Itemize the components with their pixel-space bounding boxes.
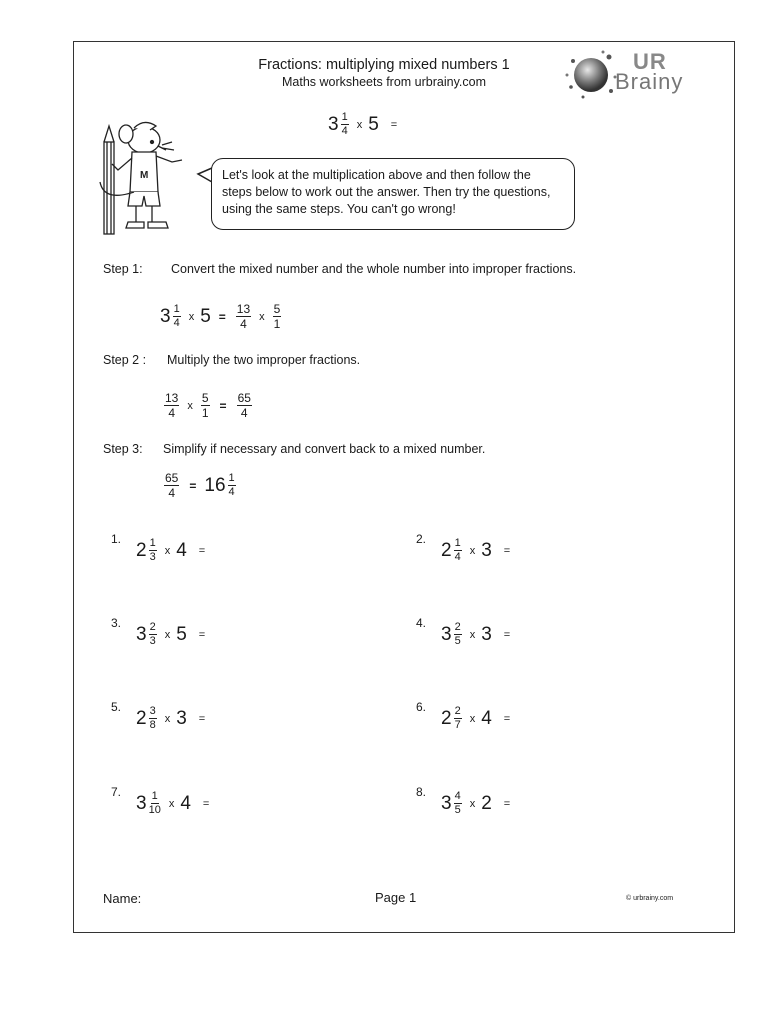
question-3-number: 3.: [111, 616, 122, 630]
step1-text: Convert the mixed number and the whole number into improper fractions.: [171, 262, 577, 276]
question-8: 3 $\frac{4}{5}$ x 2 =: [441, 790, 511, 816]
question-4-number: 4.: [416, 616, 427, 630]
example-fraction: $\frac{1}{4}$: [341, 111, 348, 137]
question-6-number: 6.: [416, 700, 427, 714]
question-2: 2 $\frac{1}{4}$ x 3 =: [441, 537, 511, 563]
question-2-number: 2.: [416, 532, 427, 546]
question-4: 3 $\frac{2}{5}$ x 3 =: [441, 621, 511, 647]
times-sign: x: [356, 118, 363, 131]
equals-sign: =: [390, 118, 398, 131]
logo-text-brainy: Brainy: [615, 69, 684, 94]
question-7-number: 7.: [111, 785, 122, 799]
worksheet-subtitle: Maths worksheets from urbrainy.com: [282, 75, 486, 89]
question-5: 2 $\frac{3}{8}$ x 3 =: [136, 705, 206, 731]
step2-label: Step 2 :: [103, 353, 147, 367]
step3-label: Step 3:: [103, 442, 143, 456]
step1-expression: 3 $\frac{1}{4}$ x 5 = $\frac{13}{4}$ x $\frac{5}{1}$: [160, 302, 281, 331]
step2-expression: $\frac{13}{4}$ x $\frac{5}{1}$ = $\frac{65}{4}$: [165, 391, 251, 420]
example-expression: [328, 112, 403, 137]
question-6: 2 $\frac{2}{7}$ x 4 =: [441, 705, 511, 731]
example-multiplier: 5: [368, 113, 379, 135]
step1-label: Step 1:: [103, 262, 143, 276]
question-3: 3 $\frac{2}{3}$ x 5 =: [136, 621, 206, 647]
copyright: © urbrainy.com: [626, 895, 674, 902]
worksheet-title: Fractions: multiplying mixed numbers 1: [258, 57, 510, 73]
question-8-number: 8.: [416, 785, 427, 799]
question-1: 2 $\frac{1}{3}$ x 4 =: [136, 537, 206, 563]
step3-expression: $\frac{65}{4}$ = 16 $\frac{1}{4}$: [165, 471, 235, 500]
question-5-number: 5.: [111, 700, 122, 714]
step3-text: Simplify if necessary and convert back to a mixed number.: [163, 442, 486, 456]
question-1-number: 1.: [111, 532, 122, 546]
urbrainy-logo: [563, 47, 693, 103]
step2-text: Multiply the two improper fractions.: [167, 353, 361, 367]
speech-bubble: Let's look at the multiplication above and then follow the steps below to work out the answer. Then try the questions, using the same steps. You can't go wrong!: [211, 158, 575, 230]
question-7: 3 $\frac{1}{10}$ x 4 =: [136, 790, 210, 816]
page-number: Page 1: [375, 890, 417, 905]
shirt-letter: M: [140, 170, 149, 181]
logo-text-ur: UR: [633, 49, 667, 74]
example-whole: 3: [328, 113, 339, 135]
name-label: Name:: [103, 891, 142, 906]
